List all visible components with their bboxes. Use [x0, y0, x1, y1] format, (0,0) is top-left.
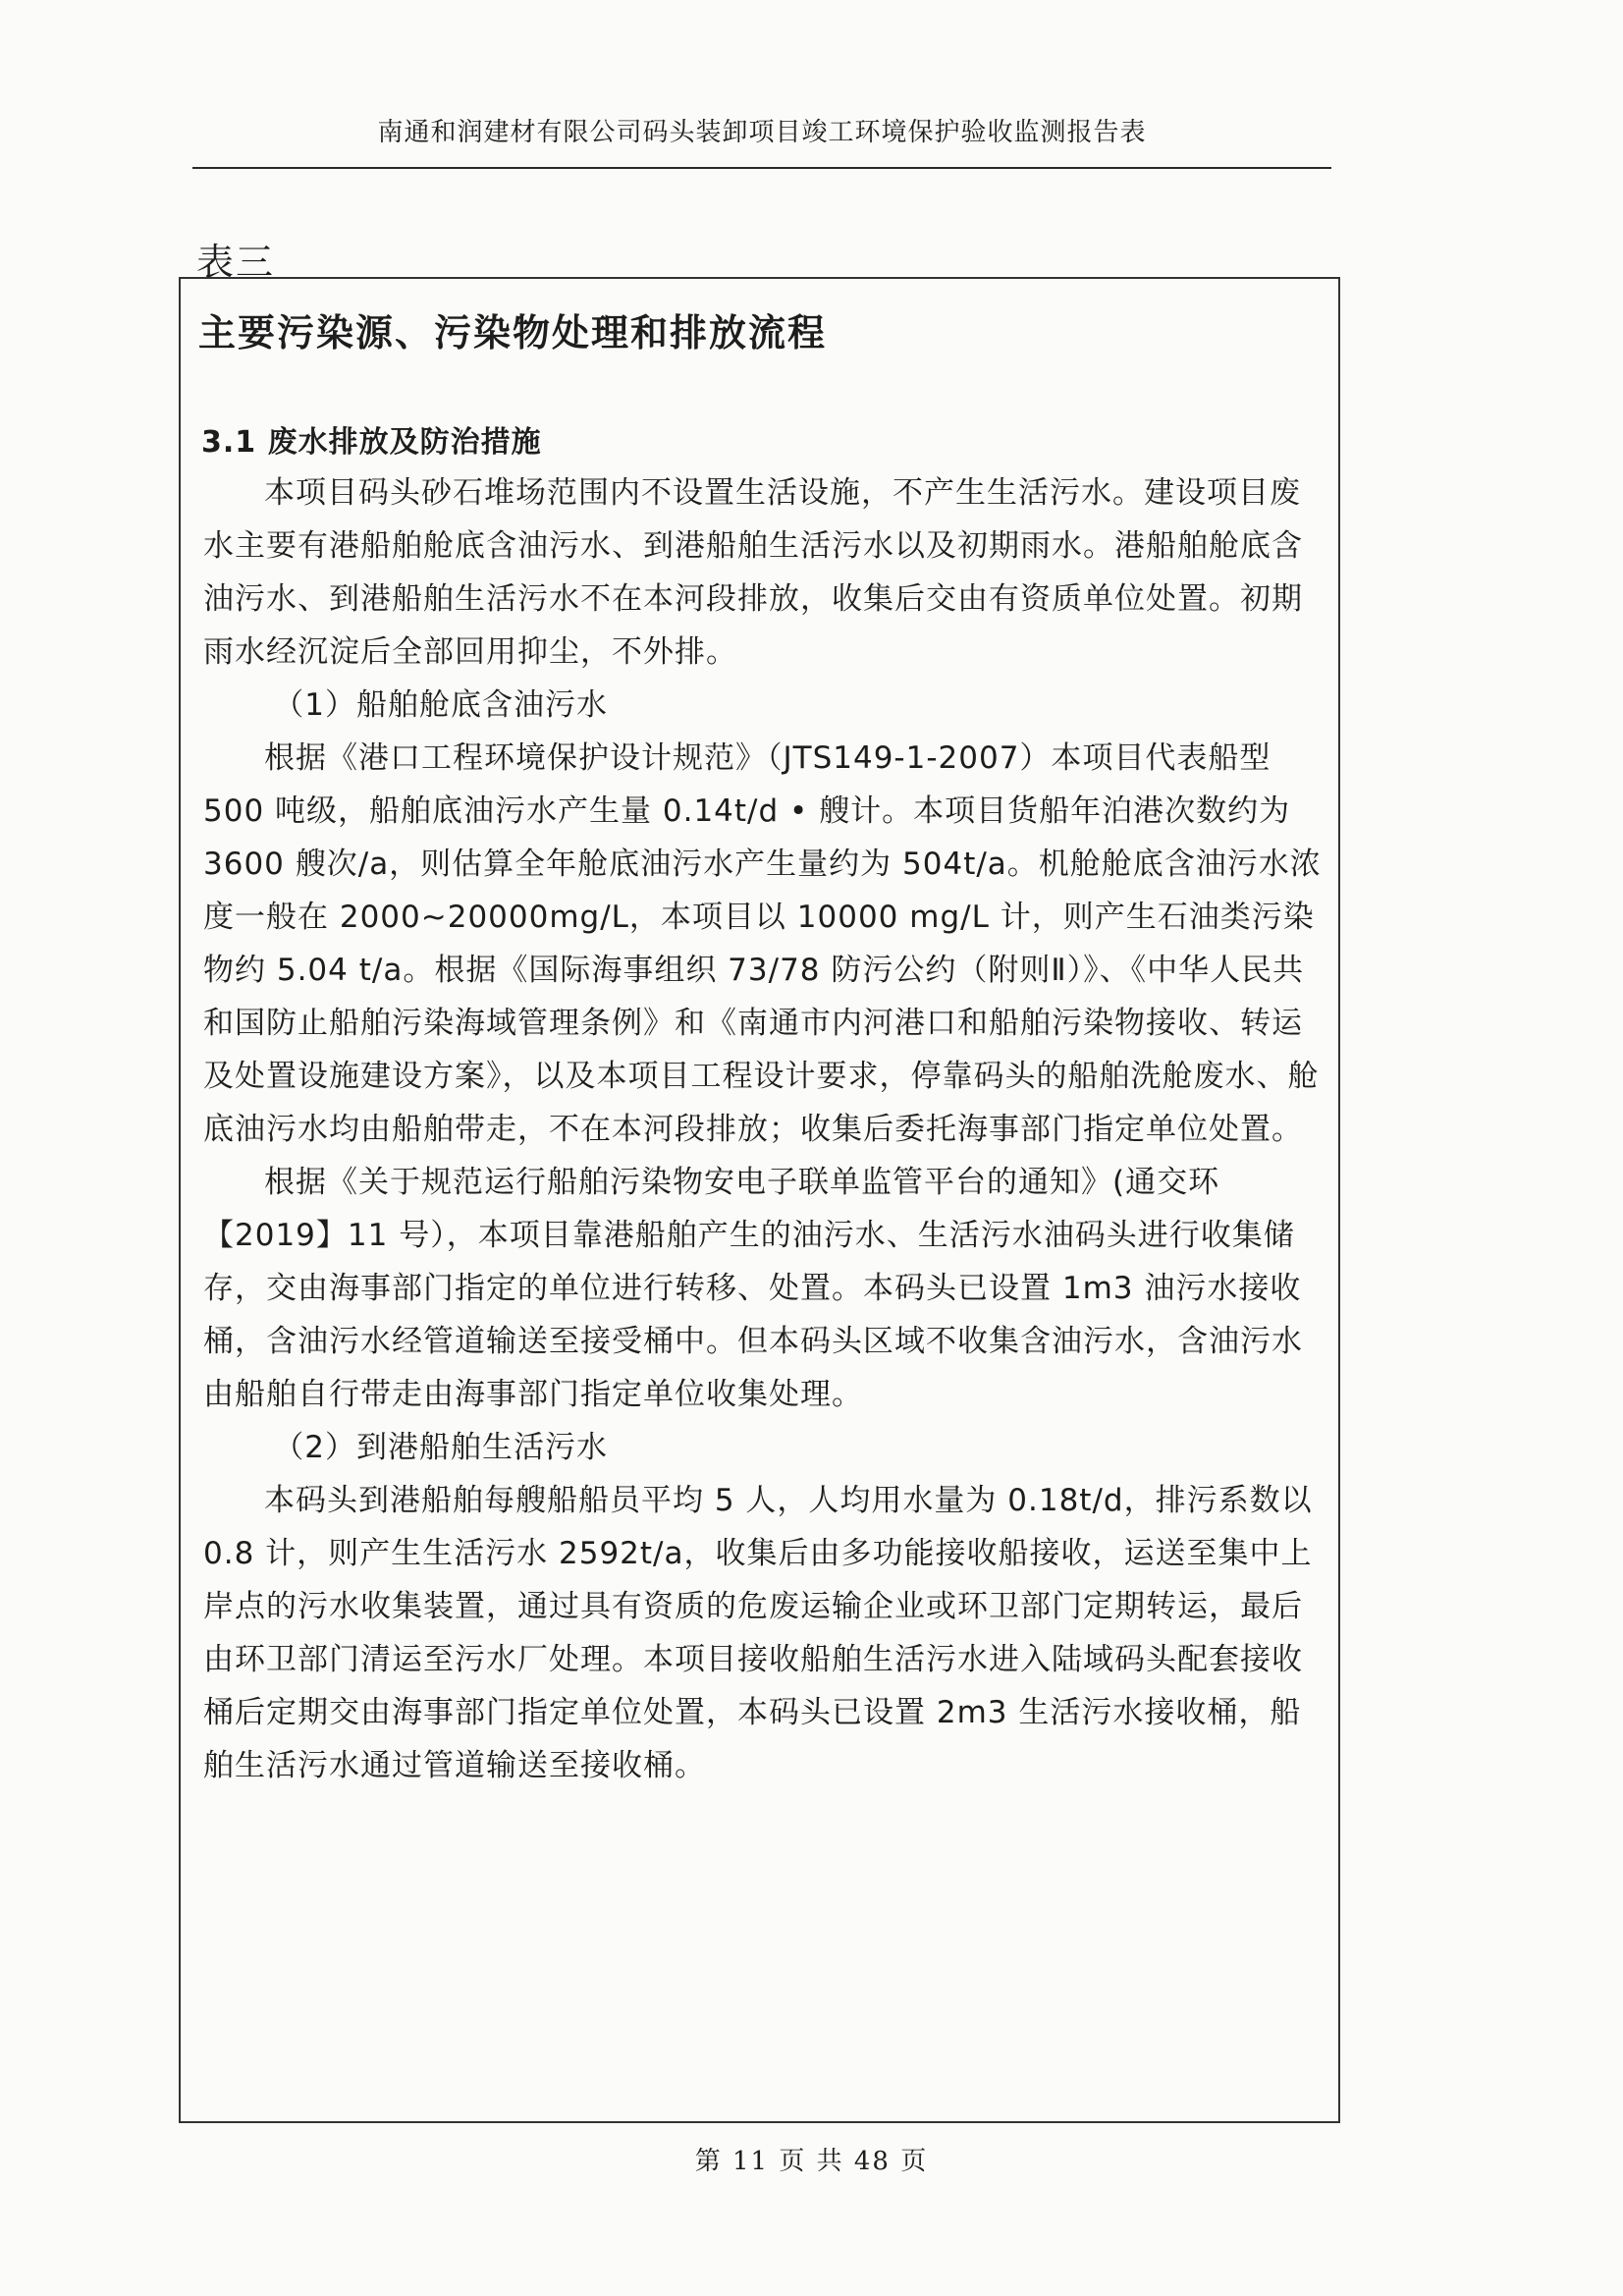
body-text [203, 466, 1327, 1792]
table-label: 表三 [196, 241, 276, 284]
header-divider [192, 167, 1331, 169]
page-number: 第 11 页 共 48 页 [694, 2147, 929, 2176]
paragraph-oily-water: 根据《港口工程环境保护设计规范》（JTS149-1-2007）本项目代表船型 500 吨级，船舶底油污水产生量 0.14t/d • 艘计。本项目货船年泊港次数约为 3600 艘次/a，则估算全年舱底油污水产生量约为 504t/a。机舱舱底含油污水浓度一般在 2000~20000mg/L，本项目以 10000 mg/L 计，则产生石油类污染物约 5.04 t/a。根据《国际海事组织 73/78 防污公约（附则Ⅱ）》、《中华人民共和国防止船舶污染海域管理条例》和《南通市内河港口和船舶污染物接收、转运及处置设施建设方案》，以及本项目工程设计要求，停靠码头的船舶洗舱废水、舱底油污水均由船舶带走，不在本河段排放；收集后委托海事部门指定单位处置。 [203, 740, 1322, 1147]
report-header-title: 南通和润建材有限公司码头装卸项目竣工环境保护验收监测报告表 [377, 118, 1147, 147]
paragraph-domestic-sewage: 本码头到港船舶每艘船船员平均 5 人，人均用水量为 0.18t/d，排污系数以 0.8 计，则产生生活污水 2592t/a，收集后由多功能接收船接收，运送至集中上岸点的污水收集装置，通过具有资质的危废运输企业或环卫部门定期转运，最后由环卫部门清运至污水厂处理。本项目接收船舶生活污水进入陆域码头配套接收桶后定期交由海事部门指定单位处置，本码头已设置 2m3 生活污水接收桶，船舶生活污水通过管道输送至接收桶。 [203, 1483, 1313, 1783]
paragraph-notice: 根据《关于规范运行船舶污染物安电子联单监管平台的通知》(通交环【2019】11 号），本项目靠港船舶产生的油污水、生活污水油码头进行收集储存，交由海事部门指定的单位进行转移、处置。本码头已设置 1m3 油污水接收桶，含油污水经管道输送至接受桶中。但本码头区域不收集含油污水，含油污水由船舶自行带走由海事部门指定单位收集处理。 [203, 1165, 1303, 1412]
item-heading-domestic-sewage: （2）到港船舶生活污水 [273, 1430, 609, 1465]
section-title: 主要污染源、污染物处理和排放流程 [198, 311, 828, 355]
item-heading-oily-water: （1）船舶舱底含油污水 [273, 687, 609, 723]
subsection-title: 3.1 废水排放及防治措施 [201, 425, 542, 460]
paragraph-intro: 本项目码头砂石堆场范围内不设置生活设施，不产生生活污水。建设项目废水主要有港船舶舱底含油污水、到港船舶生活污水以及初期雨水。港船舶舱底含油污水、到港船舶生活污水不在本河段排放，收集后交由有资质单位处置。初期雨水经沉淀后全部回用抑尘，不外排。 [203, 475, 1303, 670]
